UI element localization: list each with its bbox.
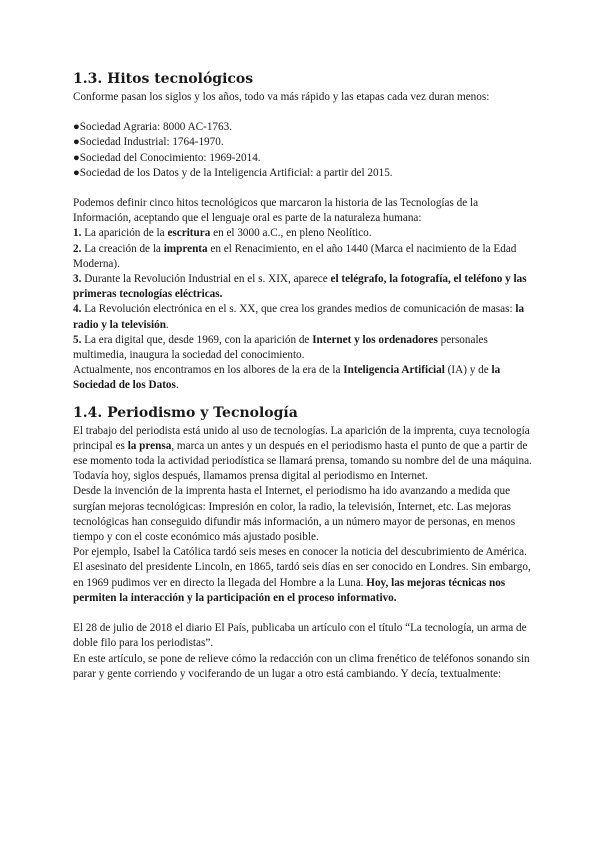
list-item: ●Sociedad Industrial: 1764-1970. — [73, 136, 224, 149]
milestone-2: 2. La creación de la imprenta en el Renacimiento, en el año 1440 (Marca el nacimiento de la Edad Moderna). — [73, 242, 517, 270]
milestone-5: 5. La era digital que, desde 1969, con la aparición de Internet y los ordenadores personales multimedia, inaugura la sociedad del conocimiento. — [73, 333, 488, 362]
milestone-1: 1. La aparición de la escritura en el 3000 a.C., en pleno Neolítico. — [73, 227, 372, 240]
spacer — [73, 181, 533, 196]
paragraph-el-pais: El 28 de julio de 2018 el diario El País, publicaba un artículo con el título “La tecnología, un arma de doble filo para los periodistas”. — [73, 622, 527, 650]
list-item: ●Sociedad del Conocimiento: 1969-2014. — [73, 151, 261, 164]
section-heading-hitos: 1.3. Hitos tecnológicos — [73, 71, 254, 87]
paragraph-press: El trabajo del periodista está unido al uso de tecnologías. La aparición de la imprenta, cuya tecnología principal es la prensa, marca un antes y un después en el periodismo hasta el punto de que a partir de ese momento toda la actividad periodística se llamará prensa, tomando su nombre del de una máquina. Todavía hoy, siglos después, llamamos prensa digital al periodismo en Internet. — [73, 424, 532, 483]
spacer — [73, 606, 533, 621]
milestone-4: 4. La Revolución electrónica en el s. XX, que crea los grandes medios de comunicación de masas: la radio y la televisión. — [73, 303, 525, 331]
society-list — [73, 120, 533, 181]
document-body — [73, 70, 533, 682]
milestone-3: 3. Durante la Revolución Industrial en el s. XIX, aparece el telégrafo, la fotografía, el teléfono y las primeras tecnologías eléctricas. — [73, 273, 527, 301]
paragraph-five-milestones: Podemos definir cinco hitos tecnológicos que marcaron la historia de las Tecnologías de la Información, aceptando que el lenguaje oral es parte de la naturaleza humana: — [73, 197, 479, 225]
paragraph-intro: Conforme pasan los siglos y los años, todo va más rápido y las etapas cada vez duran menos: — [73, 91, 490, 103]
paragraph-examples: Por ejemplo, Isabel la Católica tardó seis meses en conocer la noticia del descubrimiento de América. El asesinato del presidente Lincoln, en 1865, tardó seis días en ser conocido en Londres. Sin embargo, en 1969 pudimos ver en directo la llegada del Hombre a la Luna. Hoy, las mejoras técnicas nos permiten la interacción y la participación en el proceso informativo. — [73, 546, 531, 604]
spacer — [73, 105, 533, 120]
paragraph-evolution: Desde la invención de la imprenta hasta el Internet, el periodismo ha ido avanzando a medida que surgían mejoras tecnológicas: Impresión en color, la radio, la televisión, Internet, etc. Las mejoras tecnológicas han conseguido difundir más información, a un número mayor de personas, en menos tiempo y con el coste económico más ajustado posible. — [73, 485, 516, 544]
paragraph-newsroom: En este artículo, se pone de relieve cómo la redacción con un clima frenético de teléfonos sonando sin parar y gente corriendo y vociferando de un lugar a otro está cambiando. Y decía, textualmente: — [73, 652, 530, 680]
paragraph-closing: Actualmente, nos encontramos en los albores de la era de la Inteligencia Artificial (IA) y de la Sociedad de los Datos. — [73, 364, 501, 392]
list-item: ●Sociedad de los Datos y de la Inteligencia Artificial: a partir del 2015. — [73, 166, 393, 179]
section-heading-periodismo: 1.4. Periodismo y Tecnología — [73, 404, 298, 421]
list-item: ●Sociedad Agraria: 8000 AC-1763. — [73, 121, 233, 134]
